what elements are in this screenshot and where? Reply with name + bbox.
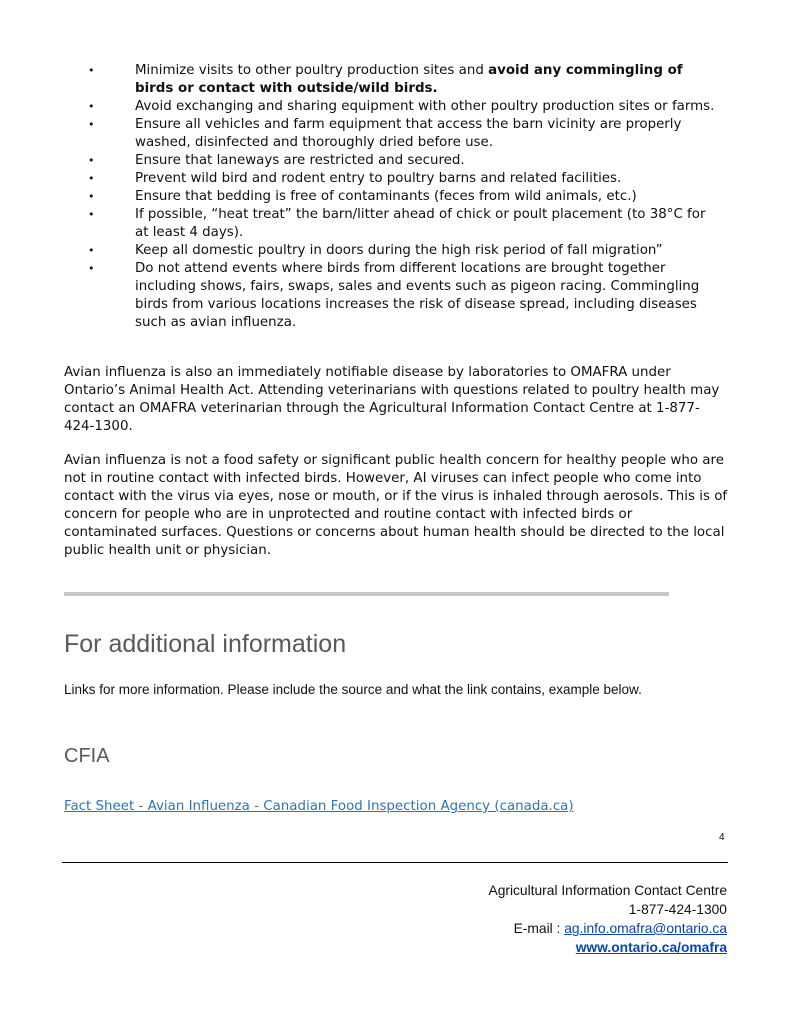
bullet-text: Prevent wild bird and rodent entry to poultry barns and related facilities. <box>135 171 622 186</box>
bullet-dot: • <box>88 244 95 257</box>
bullet-bold-text: avoid any commingling of birds or contact with outside/wild birds. <box>135 63 683 96</box>
bullet-item <box>0 116 720 152</box>
additional-info-intro: Links for more information. Please include the source and what the link contains, example below. <box>64 682 642 697</box>
footer-email-line <box>489 919 728 938</box>
footer-phone: 1-877-424-1300 <box>628 902 727 917</box>
bullet-item <box>0 188 720 206</box>
page-number: 4 <box>719 832 725 843</box>
bullet-text: Minimize visits to other poultry production sites and <box>135 63 489 78</box>
cfia-subheading: CFIA <box>64 745 110 767</box>
bullet-dot: • <box>88 190 95 203</box>
bullet-dot: • <box>88 118 95 131</box>
notifiable-disease-paragraph: Avian influenza is also an immediately notifiable disease by laboratories to OMAFRA under Ontario’s Animal Health Act. Attending veterinarians with questions related to poultry health may contact an OMAFRA veterinarian through the Agricultural Information Contact Centre at 1-877-424-1300. <box>64 365 720 434</box>
bullet-text: Keep all domestic poultry in doors during the high risk period of fall migration” <box>135 243 663 258</box>
bullet-item <box>0 152 720 170</box>
bullet-dot: • <box>88 172 95 185</box>
bullet-dot: • <box>88 154 95 167</box>
bullet-text: If possible, “heat treat” the barn/litter ahead of chick or poult placement (to 38°C for at least 4 days). <box>135 207 706 240</box>
bullet-dot: • <box>88 262 95 275</box>
bullet-item <box>0 242 720 260</box>
footer-email-label: E-mail : <box>513 921 565 936</box>
footer-divider <box>62 862 728 863</box>
bullet-text: Do not attend events where birds from different locations are brought together including shows, fairs, swaps, sales and events such as pigeon racing. Commingling birds from various locations increases the risk of disease spread, including diseases such as avian influenza. <box>135 261 700 330</box>
contact-footer <box>489 881 728 957</box>
bullet-item <box>0 62 720 98</box>
section-divider <box>64 592 669 596</box>
bullet-dot: • <box>88 208 95 221</box>
bullet-dot: • <box>88 100 95 113</box>
footer-email-link[interactable]: ag.info.omafra@ontario.ca <box>564 921 727 936</box>
footer-website-link[interactable]: www.ontario.ca/omafra <box>575 940 727 955</box>
biosecurity-bullet-list <box>0 62 791 332</box>
bullet-text: Ensure all vehicles and farm equipment that access the barn vicinity are properly washed, disinfected and thoroughly dried before use. <box>135 117 682 150</box>
bullet-text: Ensure that laneways are restricted and secured. <box>135 153 465 168</box>
cfia-fact-sheet-link[interactable]: Fact Sheet - Avian Influenza - Canadian Food Inspection Agency (canada.ca) <box>64 799 574 814</box>
bullet-item <box>0 206 720 242</box>
footer-org: Agricultural Information Contact Centre <box>488 883 727 898</box>
additional-info-heading: For additional information <box>64 630 347 658</box>
bullet-text: Avoid exchanging and sharing equipment with other poultry production sites or farms. <box>135 99 715 114</box>
bullet-dot: • <box>88 64 95 77</box>
bullet-item <box>0 170 720 188</box>
bullet-text: Ensure that bedding is free of contaminants (feces from wild animals, etc.) <box>135 189 637 204</box>
public-health-paragraph: Avian influenza is not a food safety or significant public health concern for healthy people who are not in routine contact with infected birds. However, AI viruses can infect people who come into contact with the virus via eyes, nose or mouth, or if the virus is inhaled through aerosols. This is of concern for people who are in unprotected and routine contact with infected birds or contaminated surfaces. Questions or concerns about human health should be directed to the local public health unit or physician. <box>64 453 728 558</box>
bullet-item <box>0 260 720 332</box>
bullet-item <box>0 98 720 116</box>
